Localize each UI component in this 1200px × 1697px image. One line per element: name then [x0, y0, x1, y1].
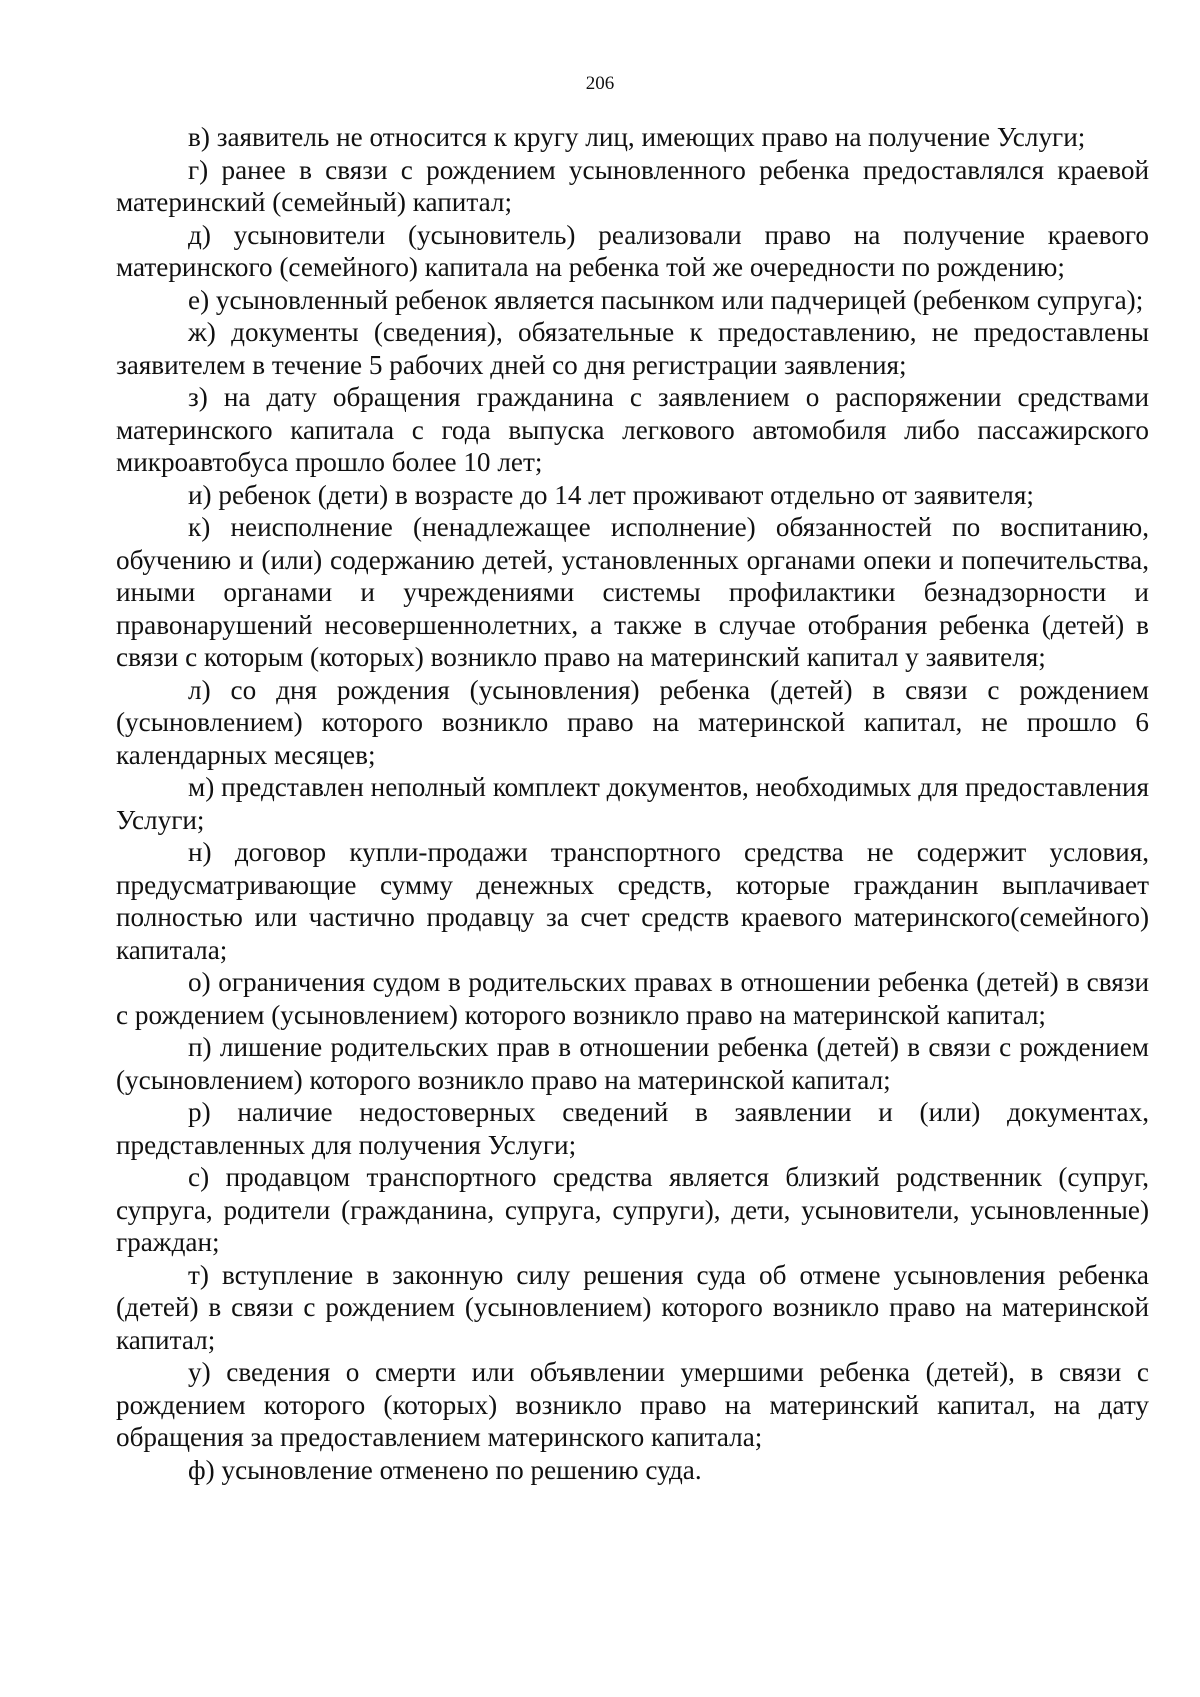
item-letter: т)	[188, 1259, 209, 1290]
list-item	[116, 121, 1149, 154]
item-letter: о)	[188, 967, 211, 997]
item-letter: г)	[188, 154, 209, 185]
item-letter: д)	[188, 219, 211, 250]
item-letter: л)	[188, 674, 211, 705]
item-letter: к)	[188, 512, 211, 542]
item-text: усыновленный ребенок является пасынком или падчерицей (ребенком супруга);	[215, 284, 1144, 315]
list-item	[116, 1454, 1149, 1487]
item-text: лишение родительских прав в отношении ребенка (детей) в связи с рождением (усыновлением) которого возникло право на материнской капитал;	[116, 1032, 1149, 1095]
item-letter: м)	[188, 772, 215, 802]
item-letter: ж)	[188, 317, 216, 347]
item-text: усыновление отменено по решению суда.	[221, 1454, 702, 1485]
list-item	[116, 1356, 1149, 1454]
list-item	[116, 219, 1149, 284]
item-letter: с)	[188, 1162, 210, 1192]
item-text: на дату обращения гражданина с заявлением о распоряжении средствами материнского капитала с года выпуска легкового автомобиля либо пассажирского микроавтобуса прошло более 10 лет;	[116, 382, 1150, 477]
list-item	[116, 316, 1149, 381]
list-item	[116, 836, 1149, 966]
item-letter: п)	[188, 1032, 212, 1062]
item-text: договор купли-продажи транспортного средства не содержит условия, предусматривающие сумму денежных средств, которые гражданин выплачивает полностью или частично продавцу за счет средств краевого материнского(семейного) капитала;	[116, 837, 1150, 965]
item-text: ограничения судом в родительских правах в отношении ребенка (детей) в связи с рождением (усыновлением) которого возникло право на материнской капитал;	[116, 967, 1150, 1030]
item-text: со дня рождения (усыновления) ребенка (детей) в связи с рождением (усыновлением) которого возникло право на материнской капитал, не прошло 6 календарных месяцев;	[116, 674, 1149, 770]
list-item	[116, 771, 1149, 836]
item-letter: з)	[188, 382, 208, 412]
item-letter: в)	[188, 122, 210, 152]
item-text: наличие недостоверных сведений в заявлении и (или) документах, представленных для получения Услуги;	[116, 1097, 1149, 1160]
item-text: документы (сведения), обязательные к предоставлению, не предоставлены заявителем в течение 5 рабочих дней со дня регистрации заявления;	[116, 317, 1150, 380]
item-text: неисполнение (ненадлежащее исполнение) обязанностей по воспитанию, обучению и (или) содержанию детей, установленных органами опеки и попечительства, иными органами и учреждениями системы профилактики безнадзорности и правонарушений несовершеннолетних, а также в случае отобрания ребенка (детей) в связи с которым (которых) возникло право на материнский капитал у заявителя;	[116, 512, 1149, 672]
item-text: вступление в законную силу решения суда об отмене усыновления ребенка (детей) в связи с рождением (усыновлением) которого возникло право на материнской капитал;	[116, 1259, 1149, 1355]
item-letter: е)	[188, 284, 210, 315]
list-item	[116, 1259, 1149, 1357]
item-letter: р)	[188, 1097, 211, 1127]
list-item	[116, 479, 1149, 512]
item-letter: н)	[188, 837, 212, 867]
item-text: ранее в связи с рождением усыновленного ребенка предоставлялся краевой материнский (семейный) капитал;	[116, 154, 1149, 217]
list-item	[116, 1096, 1149, 1161]
item-text: сведения о смерти или объявлении умершими ребенка (детей), в связи с рождением которого (которых) возникло право на материнский капитал, на дату обращения за предоставлением материнского капитала;	[116, 1357, 1149, 1452]
list-item	[116, 511, 1149, 674]
list-item	[116, 1031, 1149, 1096]
item-text: усыновители (усыновитель) реализовали право на получение краевого материнского (семейного) капитала на ребенка той же очередности по рождению;	[116, 219, 1149, 282]
document-body	[116, 121, 1149, 1486]
item-letter: ф)	[188, 1454, 215, 1485]
list-item	[116, 154, 1149, 219]
list-item	[116, 966, 1149, 1031]
list-item	[116, 674, 1149, 772]
item-text: представлен неполный комплект документов, необходимых для предоставления Услуги;	[116, 772, 1150, 835]
list-item	[116, 381, 1149, 479]
page-number: 206	[585, 73, 615, 94]
list-item	[116, 284, 1149, 317]
item-letter: у)	[188, 1357, 211, 1387]
item-letter: и)	[188, 479, 212, 510]
item-text: продавцом транспортного средства является близкий родственник (супруг, супруга, родители (гражданина, супруга, супруги), дети, усыновители, усыновленные) граждан;	[116, 1162, 1149, 1257]
item-text: ребенок (дети) в возрасте до 14 лет проживают отдельно от заявителя;	[218, 479, 1034, 510]
item-text: заявитель не относится к кругу лиц, имеющих право на получение Услуги;	[216, 122, 1086, 152]
list-item	[116, 1161, 1149, 1259]
